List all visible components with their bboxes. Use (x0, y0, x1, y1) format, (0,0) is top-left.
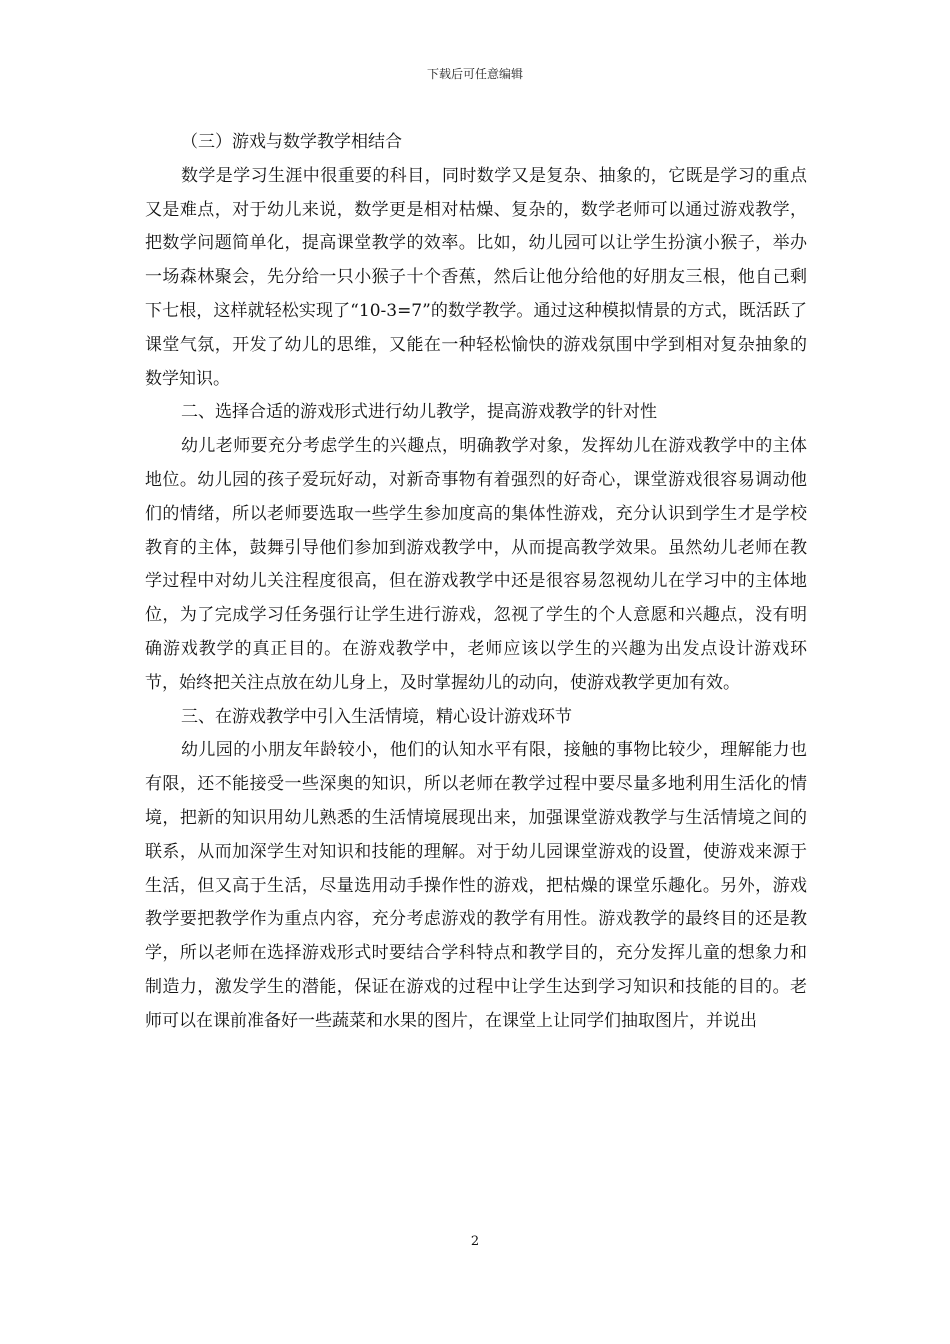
section-heading-math-games: （三）游戏与数学教学相结合 (181, 132, 402, 152)
paragraph-math-games: 数学是学习生涯中很重要的科目，同时数学又是复杂、抽象的，它既是学习的重点又是难点，对于幼儿来说，数学更是相对枯燥、复杂的，数学老师可以通过游戏教学，把数学问题简单化，提高课堂教学的效率。比如，幼儿园可以让学生扮演小猴子，举办一场森林聚会，先分给一只小猴子十个香蕉，然后让他分给他的好朋友三根，他自己剩下七根，这样就轻松实现了“10-3=7”的数学教学。通过这种模拟情景的方式，既活跃了课堂气氛，开发了幼儿的思维，又能在一种轻松愉快的游戏氛围中学到相对复杂抽象的数学知识。 (145, 165, 807, 389)
section-heading-game-forms: 二、选择合适的游戏形式进行幼儿教学，提高游戏教学的针对性 (181, 402, 657, 423)
section-heading-life-situations: 三、在游戏教学中引入生活情境，精心设计游戏环节 (181, 706, 572, 727)
page-header: 下载后可任意编辑 (426, 67, 523, 81)
paragraph-game-forms: 幼儿老师要充分考虑学生的兴趣点，明确教学对象，发挥幼儿在游戏教学中的主体地位。幼儿园的孩子爱玩好动，对新奇事物有着强烈的好奇心，课堂游戏很容易调动他们的情绪，所以老师要选取一些学生参加度高的集体性游戏，充分认识到学生才是学校教育的主体，鼓舞引导他们参加到游戏教学中，从而提高教学效果。虽然幼儿老师在教学过程中对幼儿关注程度很高，但在游戏教学中还是很容易忽视幼儿在学习中的主体地位，为了完成学习任务强行让学生进行游戏，忽视了学生的个人意愿和兴趣点，没有明确游戏教学的真正目的。在游戏教学中，老师应该以学生的兴趣为出发点设计游戏环节，始终把关注点放在幼儿身上，及时掌握幼儿的动向，使游戏教学更加有效。 (145, 436, 807, 693)
document-body (145, 126, 807, 1039)
page-number: 2 (470, 1234, 480, 1249)
paragraph-life-situations: 幼儿园的小朋友年龄较小，他们的认知水平有限，接触的事物比较少，理解能力也有限，还不能接受一些深奥的知识，所以老师在教学过程中要尽量多地利用生活化的情境，把新的知识用幼儿熟悉的生活情境展现出来，加强课堂游戏教学与生活情境之间的联系，从而加深学生对知识和技能的理解。对于幼儿园课堂游戏的设置，使游戏来源于生活，但又高于生活，尽量选用动手操作性的游戏，把枯燥的课堂乐趣化。另外，游戏教学要把教学作为重点内容，充分考虑游戏的教学有用性。游戏教学的最终目的还是教学，所以老师在选择游戏形式时要结合学科特点和教学目的，充分发挥儿童的想象力和制造力，激发学生的潜能，保证在游戏的过程中让学生达到学习知识和技能的目的。老师可以在课前准备好一些蔬菜和水果的图片，在课堂上让同学们抽取图片，并说出 (145, 740, 807, 1031)
